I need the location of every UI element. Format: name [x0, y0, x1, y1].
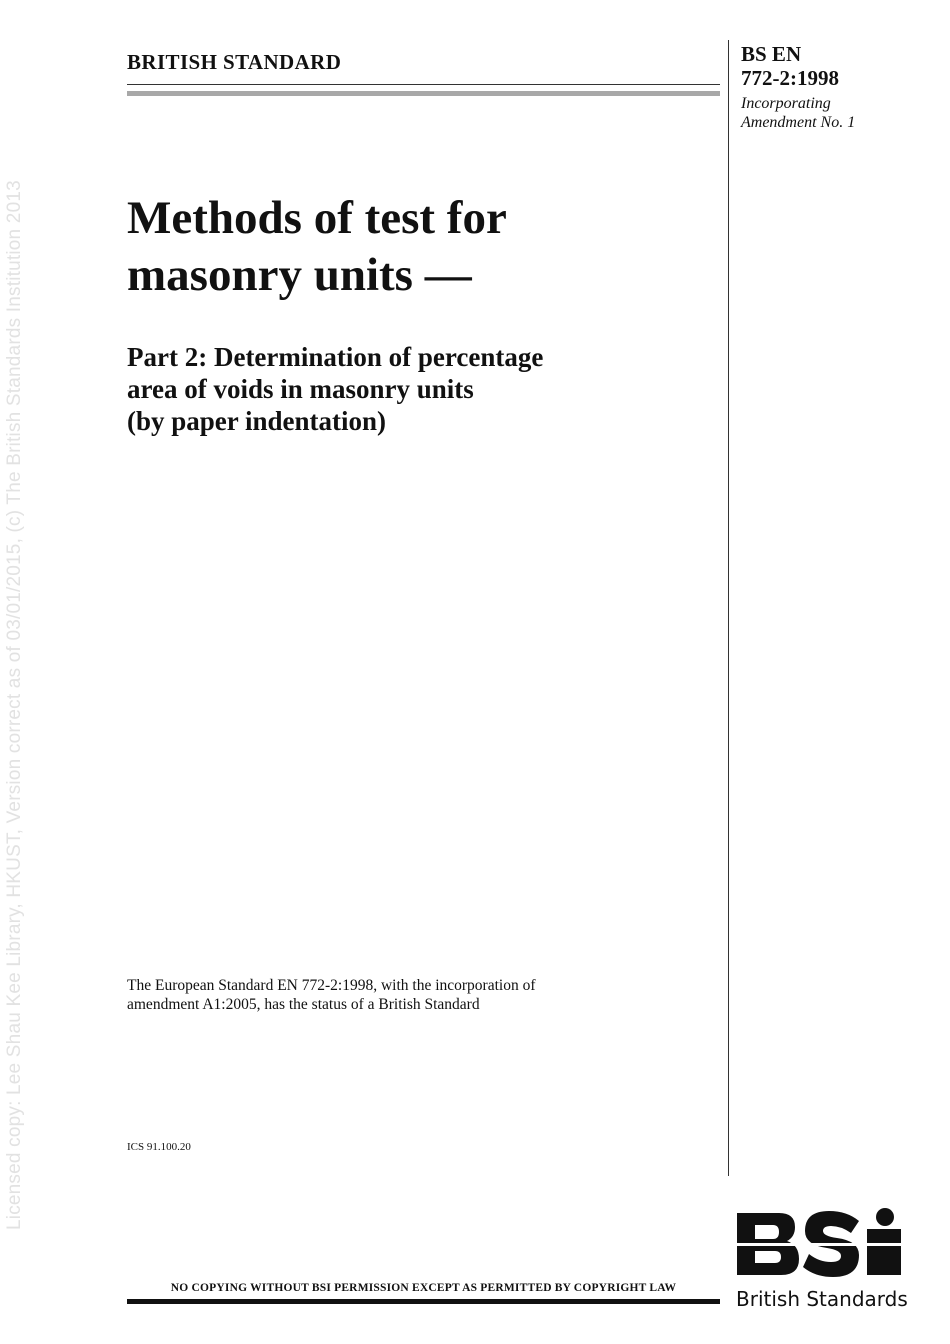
column-divider [728, 40, 729, 1176]
header-rule-thick [127, 91, 720, 96]
license-watermark: Licensed copy: Lee Shau Kee Library, HKUST, Version correct as of 03/01/2015, (c) The British Standards Institution 2013 [4, 180, 25, 1230]
amendment-note [741, 94, 855, 132]
part-title [127, 341, 707, 437]
part-title-line1: Part 2: Determination of percentage [127, 342, 544, 372]
ics-code: ICS 91.100.20 [127, 1141, 191, 1153]
standard-number [741, 42, 839, 90]
bsi-logo-tagline: British Standards [736, 1287, 908, 1311]
status-statement-line1: The European Standard EN 772-2:1998, with the incorporation of [127, 977, 536, 994]
part-title-line2: area of voids in masonry units [127, 374, 474, 404]
status-statement [127, 976, 647, 1014]
document-title-line1: Methods of test for [127, 192, 507, 244]
standard-number-line1: BS EN [741, 42, 802, 66]
footer-rule [127, 1299, 720, 1304]
standard-number-line2: 772-2:1998 [741, 66, 839, 90]
header-rule-thin [127, 84, 720, 85]
part-title-line3: (by paper indentation) [127, 406, 387, 436]
bsi-logo [735, 1207, 907, 1283]
header-label: BRITISH STANDARD [127, 50, 342, 74]
amendment-note-line2: Amendment No. 1 [741, 114, 856, 131]
amendment-note-line1: Incorporating [741, 95, 831, 112]
copyright-notice: NO COPYING WITHOUT BSI PERMISSION EXCEPT AS PERMITTED BY COPYRIGHT LAW [170, 1282, 677, 1294]
document-title-line2: masonry units — [127, 249, 472, 301]
status-statement-line2: amendment A1:2005, has the status of a British Standard [127, 996, 480, 1013]
document-title [127, 190, 707, 304]
